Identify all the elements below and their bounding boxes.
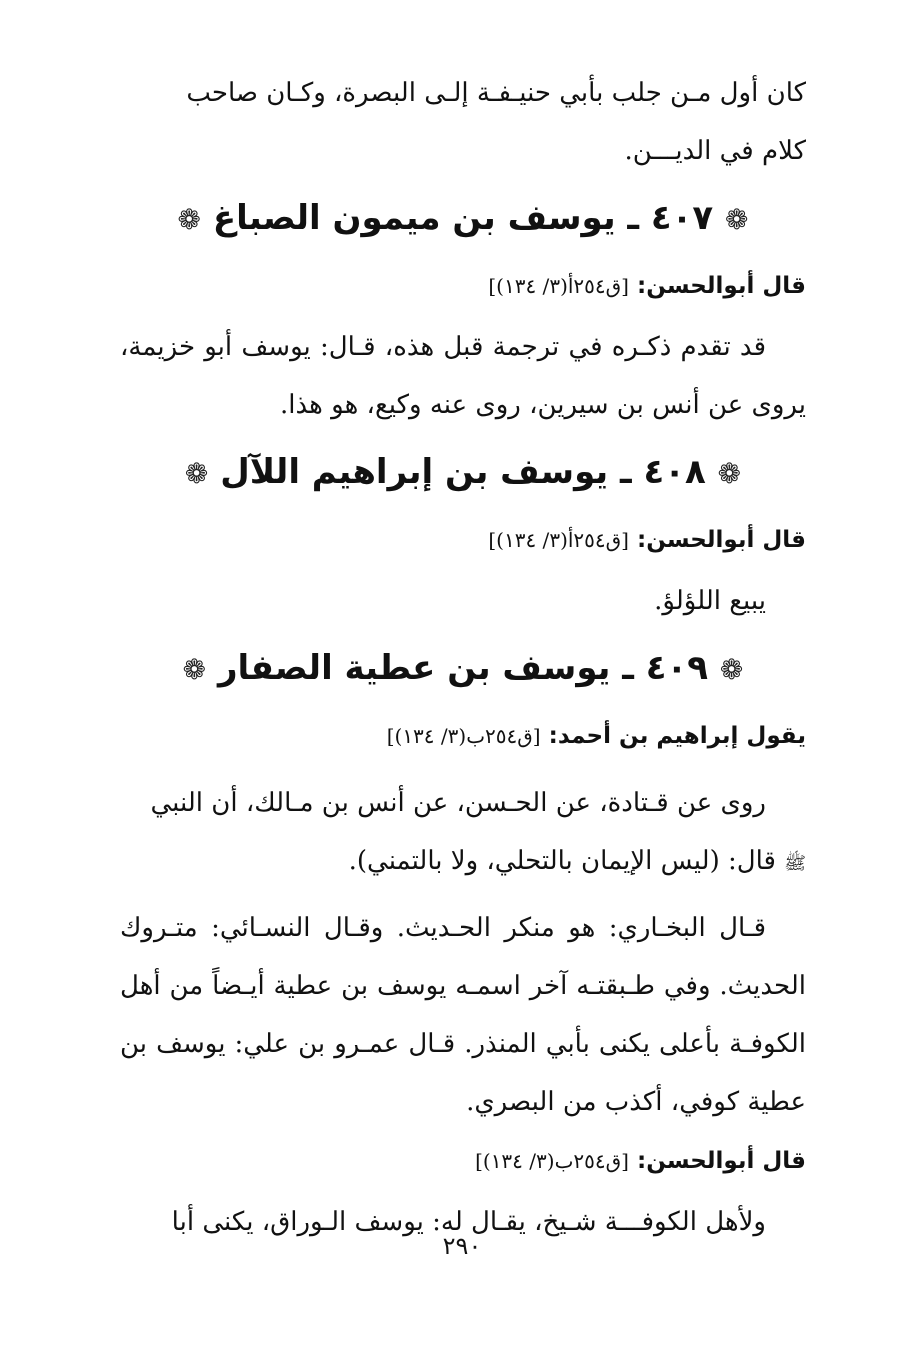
entry-408-source (120, 514, 806, 566)
intro-paragraph (120, 64, 806, 180)
entry-408-heading (120, 442, 806, 504)
entry-409-heading (120, 638, 806, 700)
entry-407-title: ٤٠٧ ـ يوسف بن ميمون الصباغ (212, 198, 714, 238)
entry-409-hadith-paragraph (120, 774, 806, 893)
page-number: ٢٩٠ (442, 1232, 482, 1260)
entry-408-paragraph: يبيع اللؤلؤ. (654, 586, 766, 616)
ornament-icon: ❁ (182, 653, 207, 686)
trailing-source (120, 1135, 806, 1187)
trailing-paragraph: ولأهل الكوفـــة شـيخ، يقـال له: يوسف الـوراق، يكنى أبا (171, 1207, 766, 1237)
source-reference: [ق٢٥٤أ(٣/ ١٣٤)] (488, 274, 629, 298)
entry-409-critique-paragraph: قـال البخـاري: هو منكر الحـديث. وقـال النسـائي: متـروك الحديث. وفي طـبقتـه آخر اسمـه يوسف بن عطية أيـضاً من أهل الكوفـة بأعلى يكنى بأبي المنذر. قـال عمـرو بن علي: يوسف بن عطية كوفي، أكذب من البصري. (120, 913, 806, 1117)
source-label: قال أبوالحسن: (637, 1148, 806, 1174)
entry-409-source (120, 710, 806, 762)
ornament-icon: ❁ (177, 203, 201, 236)
intro-line-2: كلام في الديـــن. (624, 136, 806, 166)
source-reference: [ق٢٥٤ب(٣/ ١٣٤)] (475, 1149, 629, 1173)
source-label: قال أبوالحسن: (637, 273, 806, 299)
hadith-line-2: قال: (ليس الإيمان بالتحلي، ولا بالتمني). (348, 846, 776, 876)
ornament-icon: ❁ (717, 457, 742, 490)
entry-407-source (120, 260, 806, 312)
salawat-glyph: ﷺ (784, 853, 806, 874)
source-reference: [ق٢٥٤ب(٣/ ١٣٤)] (386, 724, 541, 748)
ornament-icon: ❁ (725, 203, 749, 236)
intro-line-1: كان أول مـن جلب بأبي حنيـفـة إلـى البصرة، وكـان صاحب (186, 78, 806, 108)
entry-407-paragraph: قد تقدم ذكـره في ترجمة قبل هذه، قـال: يوسف أبو خزيمة، يروى عن أنس بن سيرين، روى عنه وكيع، هو هذا. (120, 332, 806, 420)
source-label: قال أبوالحسن: (637, 527, 806, 553)
entry-408-title: ٤٠٨ ـ يوسف بن إبراهيم اللآل (220, 452, 706, 492)
ornament-icon: ❁ (719, 653, 744, 686)
hadith-line-1: روى عن قـتادة، عن الحـسن، عن أنس بن مـالك، أن النبي (150, 788, 766, 818)
page-body (120, 64, 806, 1251)
entry-407-heading (120, 188, 806, 250)
ornament-icon: ❁ (184, 457, 209, 490)
source-label: يقول إبراهيم بن أحمد: (548, 723, 806, 749)
source-reference: [ق٢٥٤أ(٣/ ١٣٤)] (488, 528, 629, 552)
entry-409-title: ٤٠٩ ـ يوسف بن عطية الصفار (217, 648, 709, 688)
